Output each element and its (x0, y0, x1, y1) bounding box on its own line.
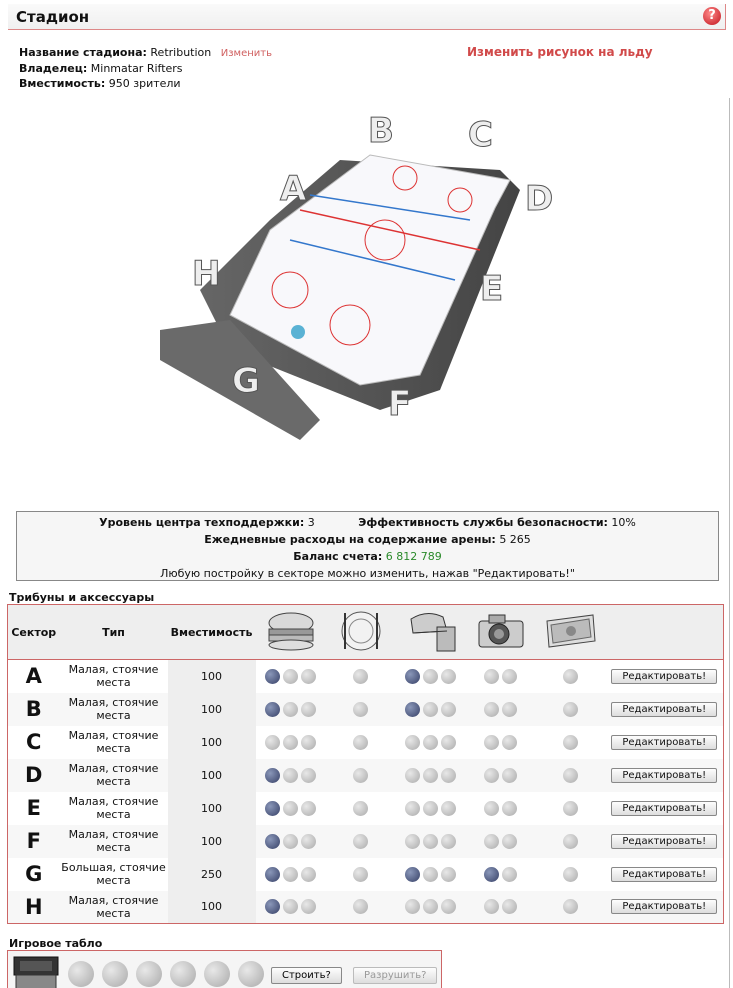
plate-icon (333, 609, 389, 653)
merchandise-icon (403, 609, 459, 653)
level-dot (423, 867, 438, 882)
edit-hint: Любую постройку в секторе можно изменить, нажав "Редактировать!" (160, 567, 575, 580)
level-dot (283, 899, 298, 914)
stadium-info (19, 45, 272, 91)
level-dot (441, 867, 456, 882)
level-dot (301, 768, 316, 783)
level-dot (484, 702, 499, 717)
stand-capacity: 100 (168, 825, 256, 858)
level-dot (265, 768, 280, 783)
food-level (256, 693, 326, 726)
scoreboard-level-dot (170, 961, 196, 987)
level-dot (405, 801, 420, 816)
stadium-name-value: Retribution (150, 46, 212, 59)
rink-label-g: G (232, 361, 260, 401)
level-dot (353, 801, 368, 816)
level-dot (563, 801, 578, 816)
level-dot (441, 669, 456, 684)
level-dot (502, 834, 517, 849)
dining-level (326, 759, 396, 792)
stand-capacity: 250 (168, 858, 256, 891)
photo-level (466, 726, 536, 759)
level-dot (441, 702, 456, 717)
photo-level (466, 693, 536, 726)
daily-cost-label: Ежедневные расходы на содержание арены: (204, 533, 496, 546)
sector-letter (8, 759, 60, 792)
food-level (256, 792, 326, 825)
dining-level (326, 825, 396, 858)
food-level (256, 825, 326, 858)
sector-letter-text: G (25, 862, 43, 886)
camera-icon (473, 609, 529, 653)
food-level (256, 891, 326, 924)
level-dot (405, 834, 420, 849)
rink-label-d: D (525, 179, 554, 219)
level-dot (502, 669, 517, 684)
scoreboard-panel (7, 950, 442, 988)
shop-level (396, 792, 466, 825)
scoreboard-section-title: Игровое табло (9, 937, 103, 950)
sector-letter (8, 792, 60, 825)
level-dot (265, 669, 280, 684)
sector-letter (8, 693, 60, 726)
level-dot (484, 768, 499, 783)
col-cash (536, 605, 606, 660)
level-dot (484, 867, 499, 882)
shop-level (396, 693, 466, 726)
rink-svg (150, 100, 570, 440)
level-dot (563, 768, 578, 783)
level-dot (405, 702, 420, 717)
edit-cell (606, 792, 724, 825)
sector-letter (8, 825, 60, 858)
level-dot (423, 735, 438, 750)
sector-letter-text: E (26, 796, 41, 820)
level-dot (502, 899, 517, 914)
stand-capacity: 100 (168, 693, 256, 726)
sector-letter-text: F (26, 829, 41, 853)
cash-level (536, 660, 606, 693)
stand-capacity: 100 (168, 891, 256, 924)
dining-level (326, 792, 396, 825)
stand-type: Малая, стоячие места (68, 729, 159, 755)
security-label: Эффективность службы безопасности: (358, 516, 608, 529)
page-header (8, 4, 726, 30)
edit-button[interactable]: Редактировать! (611, 899, 717, 914)
level-dot (301, 669, 316, 684)
level-dot (423, 834, 438, 849)
level-dot (563, 867, 578, 882)
support-value: 3 (307, 516, 315, 529)
cash-level (536, 693, 606, 726)
level-dot (353, 834, 368, 849)
level-dot (283, 669, 298, 684)
scoreboard-level-dots (68, 961, 264, 987)
level-dot (353, 669, 368, 684)
stand-row (8, 891, 724, 924)
level-dot (353, 735, 368, 750)
stand-type: Малая, стоячие места (68, 663, 159, 690)
rink-label-h: H (192, 254, 221, 294)
level-dot (405, 768, 420, 783)
stadium-name-label: Название стадиона: (19, 46, 147, 59)
edit-button[interactable]: Редактировать! (611, 669, 717, 684)
scrollbar[interactable] (729, 98, 733, 988)
sector-letter-text: B (25, 697, 42, 721)
sector-letter (8, 660, 60, 693)
level-dot (563, 899, 578, 914)
col-capacity: Вместимость (168, 605, 256, 660)
photo-level (466, 759, 536, 792)
scoreboard-level-dot (102, 961, 128, 987)
col-type: Тип (60, 605, 168, 660)
cash-level (536, 858, 606, 891)
level-dot (283, 867, 298, 882)
level-dot (405, 735, 420, 750)
arena-stats (16, 511, 719, 581)
rink-label-c: C (468, 115, 493, 155)
stand-row (8, 759, 724, 792)
level-dot (265, 735, 280, 750)
shop-level (396, 726, 466, 759)
level-dot (502, 867, 517, 882)
level-dot (301, 867, 316, 882)
level-dot (265, 834, 280, 849)
edit-cell (606, 825, 724, 858)
security-value: 10% (611, 516, 636, 529)
level-dot (265, 702, 280, 717)
level-dot (423, 899, 438, 914)
col-food (256, 605, 326, 660)
level-dot (484, 899, 499, 914)
level-dot (283, 768, 298, 783)
sector-letter (8, 891, 60, 924)
build-button[interactable]: Строить? (271, 967, 342, 984)
level-dot (405, 669, 420, 684)
balance-value: 6 812 789 (385, 550, 442, 563)
photo-level (466, 660, 536, 693)
cash-level (536, 792, 606, 825)
level-dot (353, 899, 368, 914)
change-ice-link[interactable]: Изменить рисунок на льду (467, 45, 653, 59)
stand-type: Малая, стоячие места (60, 693, 168, 726)
photo-level (466, 825, 536, 858)
scoreboard-level-dot (68, 961, 94, 987)
level-dot (283, 735, 298, 750)
sector-letter-text: A (25, 664, 42, 689)
edit-button[interactable]: Редактировать! (611, 801, 717, 816)
destroy-button[interactable]: Разрушить? (353, 967, 437, 984)
food-level (256, 858, 326, 891)
edit-cell (606, 660, 724, 693)
sector-letter-text: C (26, 730, 42, 754)
rink-label-f: F (388, 384, 412, 424)
dining-level (326, 858, 396, 891)
level-dot (301, 801, 316, 816)
level-dot (441, 834, 456, 849)
level-dot (441, 735, 456, 750)
col-photo (466, 605, 536, 660)
level-dot (423, 702, 438, 717)
edit-button[interactable]: Редактировать! (611, 768, 717, 783)
edit-button[interactable]: Редактировать! (611, 735, 717, 750)
cash-level (536, 891, 606, 924)
cash-level (536, 726, 606, 759)
stand-type: Большая, стоячие места (61, 861, 166, 887)
edit-button[interactable]: Редактировать! (611, 702, 717, 717)
level-dot (301, 899, 316, 914)
edit-cell (606, 726, 724, 759)
stand-capacity: 100 (168, 660, 256, 693)
rink-label-e: E (480, 269, 504, 309)
edit-cell (606, 858, 724, 891)
rename-link[interactable]: Изменить (220, 48, 272, 59)
edit-cell (606, 891, 724, 924)
stand-row (8, 858, 724, 891)
level-dot (563, 834, 578, 849)
level-dot (353, 768, 368, 783)
level-dot (484, 735, 499, 750)
dining-level (326, 726, 396, 759)
level-dot (484, 669, 499, 684)
level-dot (301, 702, 316, 717)
sector-letter (8, 726, 60, 759)
stand-row (8, 792, 724, 825)
level-dot (502, 702, 517, 717)
level-dot (484, 834, 499, 849)
rink-illustration (150, 100, 570, 440)
level-dot (423, 801, 438, 816)
level-dot (283, 702, 298, 717)
level-dot (353, 702, 368, 717)
stands-section-title: Трибуны и аксессуары (9, 591, 155, 604)
stand-row (8, 693, 724, 726)
level-dot (502, 768, 517, 783)
stand-type: Малая, стоячие места (60, 891, 168, 924)
stand-capacity: 100 (168, 759, 256, 792)
level-dot (423, 768, 438, 783)
shop-level (396, 660, 466, 693)
page-title: Стадион (16, 8, 90, 26)
col-actions (606, 605, 724, 660)
scoreboard-icon (12, 955, 60, 988)
capacity-label: Вместимость: (19, 77, 106, 90)
capacity-value: 950 зрители (108, 77, 181, 90)
edit-cell (606, 693, 724, 726)
cash-level (536, 825, 606, 858)
dining-level (326, 891, 396, 924)
stand-type: Малая, стоячие места (60, 759, 168, 792)
level-dot (265, 801, 280, 816)
sector-letter-text: D (25, 763, 43, 787)
level-dot (441, 801, 456, 816)
food-level (256, 726, 326, 759)
help-icon[interactable]: ? (703, 7, 721, 25)
edit-button[interactable]: Редактировать! (611, 867, 717, 882)
stand-row (8, 660, 724, 693)
level-dot (423, 669, 438, 684)
owner-label: Владелец: (19, 62, 88, 75)
daily-cost-value: 5 265 (499, 533, 531, 546)
level-dot (265, 867, 280, 882)
shop-level (396, 825, 466, 858)
stand-capacity: 100 (168, 726, 256, 759)
sector-letter (8, 858, 60, 891)
level-dot (484, 801, 499, 816)
rink-label-a: A (280, 169, 307, 209)
level-dot (301, 735, 316, 750)
level-dot (563, 702, 578, 717)
photo-level (466, 858, 536, 891)
photo-level (466, 792, 536, 825)
scoreboard-level-dot (204, 961, 230, 987)
col-shop (396, 605, 466, 660)
level-dot (441, 768, 456, 783)
stand-row (8, 825, 724, 858)
stand-type: Малая, стоячие места (68, 795, 159, 821)
stand-type: Малая, стоячие места (60, 825, 168, 858)
balance-label: Баланс счета: (293, 550, 383, 563)
level-dot (441, 899, 456, 914)
level-dot (405, 867, 420, 882)
burger-icon (263, 609, 319, 653)
scoreboard-level-dot (136, 961, 162, 987)
level-dot (502, 801, 517, 816)
cash-level (536, 759, 606, 792)
rink-label-b: B (368, 111, 394, 151)
level-dot (283, 834, 298, 849)
photo-level (466, 891, 536, 924)
level-dot (563, 669, 578, 684)
food-level (256, 759, 326, 792)
level-dot (283, 801, 298, 816)
shop-level (396, 858, 466, 891)
goal-crease (291, 325, 305, 339)
col-sector: Сектор (8, 605, 60, 660)
level-dot (353, 867, 368, 882)
edit-cell (606, 759, 724, 792)
sector-letter-text: H (24, 894, 43, 919)
col-dining (326, 605, 396, 660)
shop-level (396, 891, 466, 924)
scoreboard-level-dot (238, 961, 264, 987)
level-dot (563, 735, 578, 750)
level-dot (405, 899, 420, 914)
edit-button[interactable]: Редактировать! (611, 834, 717, 849)
stand-capacity: 100 (168, 792, 256, 825)
stand-row (8, 726, 724, 759)
level-dot (502, 735, 517, 750)
shop-level (396, 759, 466, 792)
level-dot (301, 834, 316, 849)
support-label: Уровень центра техподдержки: (99, 516, 305, 529)
level-dot (265, 899, 280, 914)
owner-value: Minmatar Rifters (90, 62, 183, 75)
money-icon (543, 609, 599, 653)
dining-level (326, 660, 396, 693)
dining-level (326, 693, 396, 726)
stands-table (7, 604, 724, 924)
food-level (256, 660, 326, 693)
